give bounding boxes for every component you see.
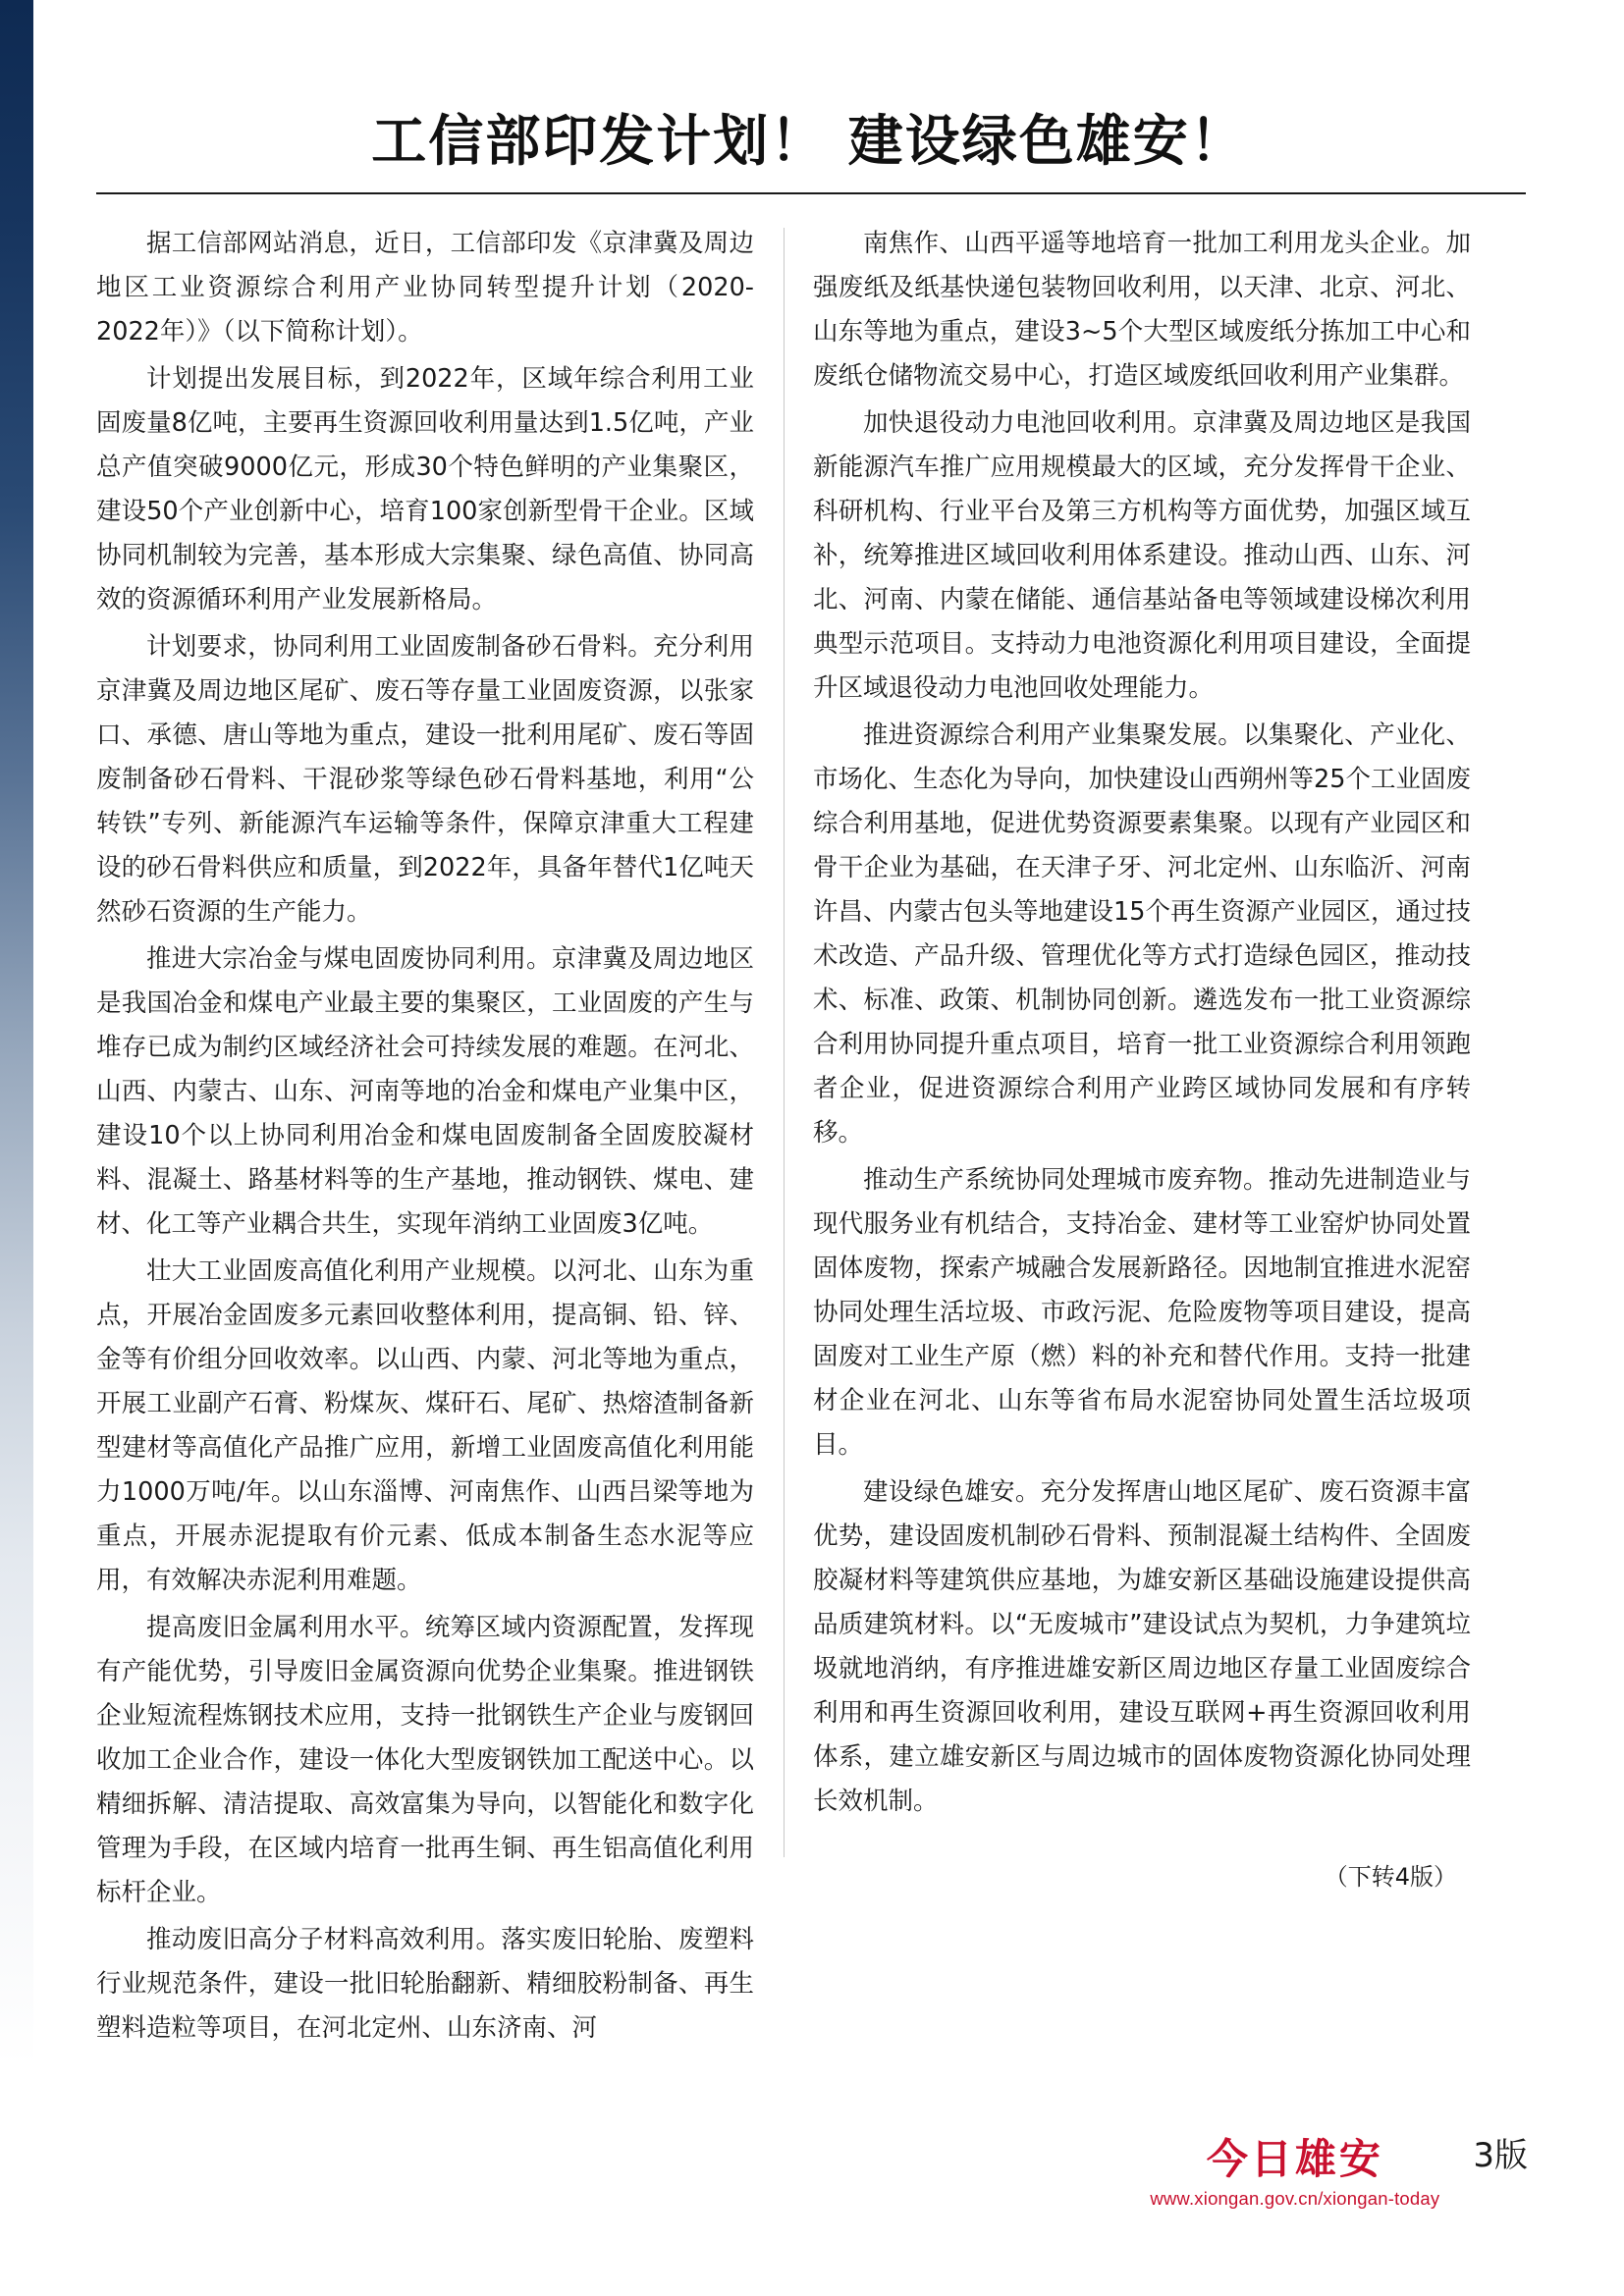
paragraph: 南焦作、山西平遥等地培育一批加工利用龙头企业。加强废纸及纸基快递包装物回收利用，以天津、北京、河北、山东等地为重点，建设3~5个大型区域废纸分拣加工中心和废纸仓储物流交易中心，打造区域废纸回收利用产业集群。 [813, 229, 1471, 391]
page-footer [899, 2128, 1528, 2210]
paragraph: 推进大宗冶金与煤电固废协同利用。京津冀及周边地区是我国冶金和煤电产业最主要的集聚区，工业固废的产生与堆存已成为制约区域经济社会可持续发展的难题。在河北、山西、内蒙古、山东、河南等地的冶金和煤电产业集中区，建设10个以上协同利用冶金和煤电固废制备全固废胶凝材料、混凝土、路基材料等的生产基地，推动钢铁、煤电、建材、化工等产业耦合共生，实现年消纳工业固废3亿吨。 [96, 944, 754, 1239]
right-column [784, 222, 1471, 2087]
article-columns [96, 222, 1530, 2087]
paragraph: 提高废旧金属利用水平。统筹区域内资源配置，发挥现有产能优势，引导废旧金属资源向优势企业集聚。推进钢铁企业短流程炼钢技术应用，支持一批钢铁生产企业与废钢回收加工企业合作，建设一体化大型废钢铁加工配送中心。以精细拆解、清洁提取、高效富集为导向，以智能化和数字化管理为手段，在区域内培育一批再生铜、再生铝高值化利用标杆企业。 [96, 1613, 754, 1907]
paragraph: 推动生产系统协同处理城市废弃物。推动先进制造业与现代服务业有机结合，支持冶金、建材等工业窑炉协同处置固体废物，探索产城融合发展新路径。因地制宜推进水泥窑协同处理生活垃圾、市政污泥、危险废物等项目建设，提高固废对工业生产原（燃）料的补充和替代作用。支持一批建材企业在河北、山东等省布局水泥窑协同处置生活垃圾项目。 [813, 1165, 1471, 1460]
continuation-note: （下转4版） [1324, 1863, 1457, 1891]
paragraph: 壮大工业固废高值化利用产业规模。以河北、山东为重点，开展冶金固废多元素回收整体利用，提高铜、铅、锌、金等有价组分回收效率。以山西、内蒙、河北等地为重点，开展工业副产石膏、粉煤灰、煤矸石、尾矿、热熔渣制备新型建材等高值化产品推广应用，新增工业固废高值化利用能力1000万吨/年。以山东淄博、河南焦作、山西吕梁等地为重点，开展赤泥提取有价元素、低成本制备生态水泥等应用，有效解决赤泥利用难题。 [96, 1256, 754, 1595]
paragraph: 推进资源综合利用产业集聚发展。以集聚化、产业化、市场化、生态化为导向，加快建设山西朔州等25个工业固废综合利用基地，促进优势资源要素集聚。以现有产业园区和骨干企业为基础，在天津子牙、河北定州、山东临沂、河南许昌、内蒙古包头等地建设15个再生资源产业园区，通过技术改造、产品升级、管理优化等方式打造绿色园区，推动技术、标准、政策、机制协同创新。遴选发布一批工业资源综合利用协同提升重点项目，培育一批工业资源综合利用领跑者企业，促进资源综合利用产业跨区域协同发展和有序转移。 [813, 721, 1471, 1148]
left-gradient-bar [0, 0, 33, 2296]
paragraph: 加快退役动力电池回收利用。京津冀及周边地区是我国新能源汽车推广应用规模最大的区域，充分发挥骨干企业、科研机构、行业平台及第三方机构等方面优势，加强区域互补，统筹推进区域回收利用体系建设。推动山西、山东、河北、河南、内蒙在储能、通信基站备电等领域建设梯次利用典型示范项目。支持动力电池资源化利用项目建设，全面提升区域退役动力电池回收处理能力。 [813, 408, 1471, 703]
left-column [96, 222, 784, 2087]
publication-url: www.xiongan.gov.cn/xiongan-today [1150, 2188, 1440, 2209]
paragraph: 建设绿色雄安。充分发挥唐山地区尾矿、废石资源丰富优势，建设固废机制砂石骨料、预制混凝土结构件、全固废胶凝材料等建筑供应基地，为雄安新区基础设施建设提供高品质建筑材料。以“无废城市”建设试点为契机，力争建筑垃圾就地消纳，有序推进雄安新区周边地区存量工业固废综合利用和再生资源回收利用，建设互联网+再生资源回收利用体系，建立雄安新区与周边城市的固体废物资源化协同处理长效机制。 [813, 1477, 1471, 1816]
publication-logo [1150, 2134, 1440, 2210]
page-title: 工信部印发计划！ 建设绿色雄安！ [371, 109, 1247, 174]
paragraph: 推动废旧高分子材料高效利用。落实废旧轮胎、废塑料行业规范条件，建设一批旧轮胎翻新、精细胶粉制备、再生塑料造粒等项目，在河北定州、山东济南、河 [96, 1925, 754, 2043]
paragraph: 计划要求，协同利用工业固废制备砂石骨料。充分利用京津冀及周边地区尾矿、废石等存量工业固废资源，以张家口、承德、唐山等地为重点，建设一批利用尾矿、废石等固废制备砂石骨料、干混砂浆等绿色砂石骨料基地，利用“公转铁”专列、新能源汽车运输等条件，保障京津重大工程建设的砂石骨料供应和质量，到2022年，具备年替代1亿吨天然砂石资源的生产能力。 [96, 632, 754, 927]
paragraph: 计划提出发展目标，到2022年，区域年综合利用工业固废量8亿吨，主要再生资源回收利用量达到1.5亿吨，产业总产值突破9000亿元，形成30个特色鲜明的产业集聚区，建设50个产业创新中心，培育100家创新型骨干企业。区域协同机制较为完善，基本形成大宗集聚、绿色高值、协同高效的资源循环利用产业发展新格局。 [96, 364, 754, 614]
title-divider-rule [96, 192, 1526, 194]
publication-name: 今日雄安 [1206, 2134, 1383, 2183]
page-number: 3版 [1473, 2136, 1528, 2175]
paragraph: 据工信部网站消息，近日，工信部印发《京津冀及周边地区工业资源综合利用产业协同转型提升计划（2020-2022年）》（以下简称计划）。 [96, 229, 754, 347]
